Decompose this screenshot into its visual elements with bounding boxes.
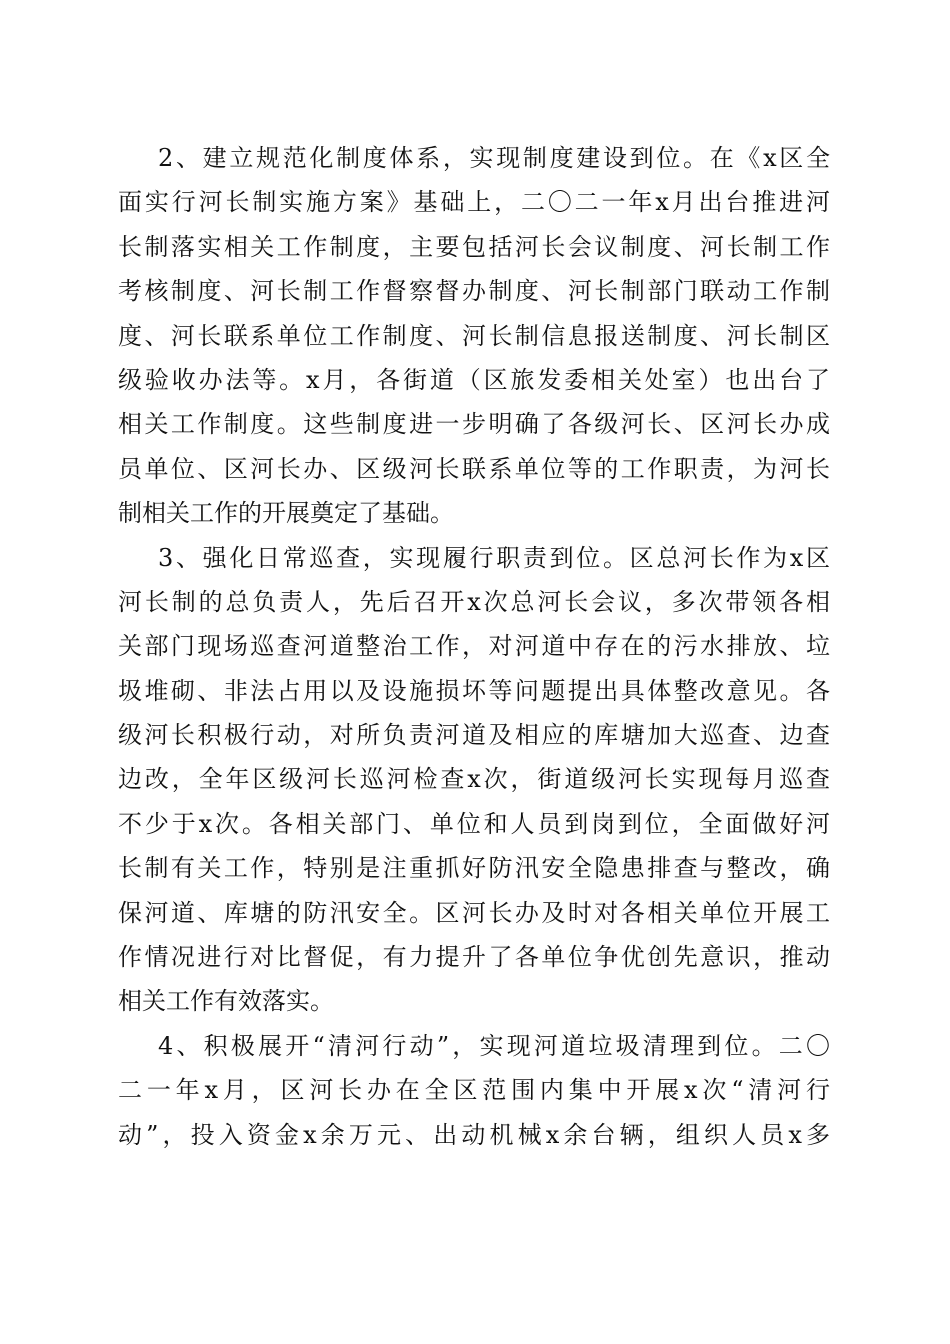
paragraph-4 (118, 1024, 830, 1157)
text-line: 2、建立规范化制度体系，实现制度建设到位。在《x区全 (158, 144, 830, 172)
text-line: 制相关工作的开展奠定了基础。 (118, 499, 454, 528)
text-line: 考核制度、河长制工作督察督办制度、河长制部门联动工作制 (118, 277, 830, 306)
text-line: 相关工作制度。这些制度进一步明确了各级河长、区河长办成 (118, 410, 830, 439)
paragraph-2 (118, 136, 830, 536)
text-line: 保河道、库塘的防汛安全。区河长办及时对各相关单位开展工 (118, 898, 830, 927)
document-page (118, 136, 830, 1157)
text-line: 4、积极展开“清河行动”，实现河道垃圾清理到位。二〇 (158, 1031, 830, 1060)
text-line: 作情况进行对比督促，有力提升了各单位争优创先意识，推动 (118, 943, 830, 972)
text-line: 员单位、区河长办、区级河长联系单位等的工作职责，为河长 (118, 454, 830, 483)
text-line: 面实行河长制实施方案》基础上，二〇二一年x月出台推进河 (118, 188, 830, 217)
text-line: 不少于x次。各相关部门、单位和人员到岗到位，全面做好河 (118, 809, 830, 838)
text-line: 圾堆砌、非法占用以及设施损坏等问题提出具体整改意见。各 (118, 676, 830, 705)
text-line: 边改，全年区级河长巡河检查x次，街道级河长实现每月巡查 (118, 765, 830, 794)
text-line: 3、强化日常巡查，实现履行职责到位。区总河长作为x区 (158, 543, 830, 572)
text-line: 级河长积极行动，对所负责河道及相应的库塘加大巡查、边查 (118, 721, 830, 750)
text-line: 动”，投入资金x余万元、出动机械x余台辆，组织人员x多 (118, 1120, 830, 1149)
text-line: 长制有关工作，特别是注重抓好防汛安全隐患排查与整改，确 (118, 854, 830, 883)
text-line: 二一年x月，区河长办在全区范围内集中开展x次“清河行 (118, 1076, 830, 1105)
text-line: 河长制的总负责人，先后召开x次总河长会议，多次带领各相 (118, 587, 830, 616)
text-line: 长制落实相关工作制度，主要包括河长会议制度、河长制工作 (118, 232, 830, 261)
paragraph-3 (118, 536, 830, 1024)
text-line: 度、河长联系单位工作制度、河长制信息报送制度、河长制区 (118, 321, 830, 350)
text-line: 级验收办法等。x月，各街道（区旅发委相关处室）也出台了 (118, 365, 830, 394)
text-line: 相关工作有效落实。 (118, 987, 334, 1016)
text-line: 关部门现场巡查河道整治工作，对河道中存在的污水排放、垃 (118, 632, 830, 661)
